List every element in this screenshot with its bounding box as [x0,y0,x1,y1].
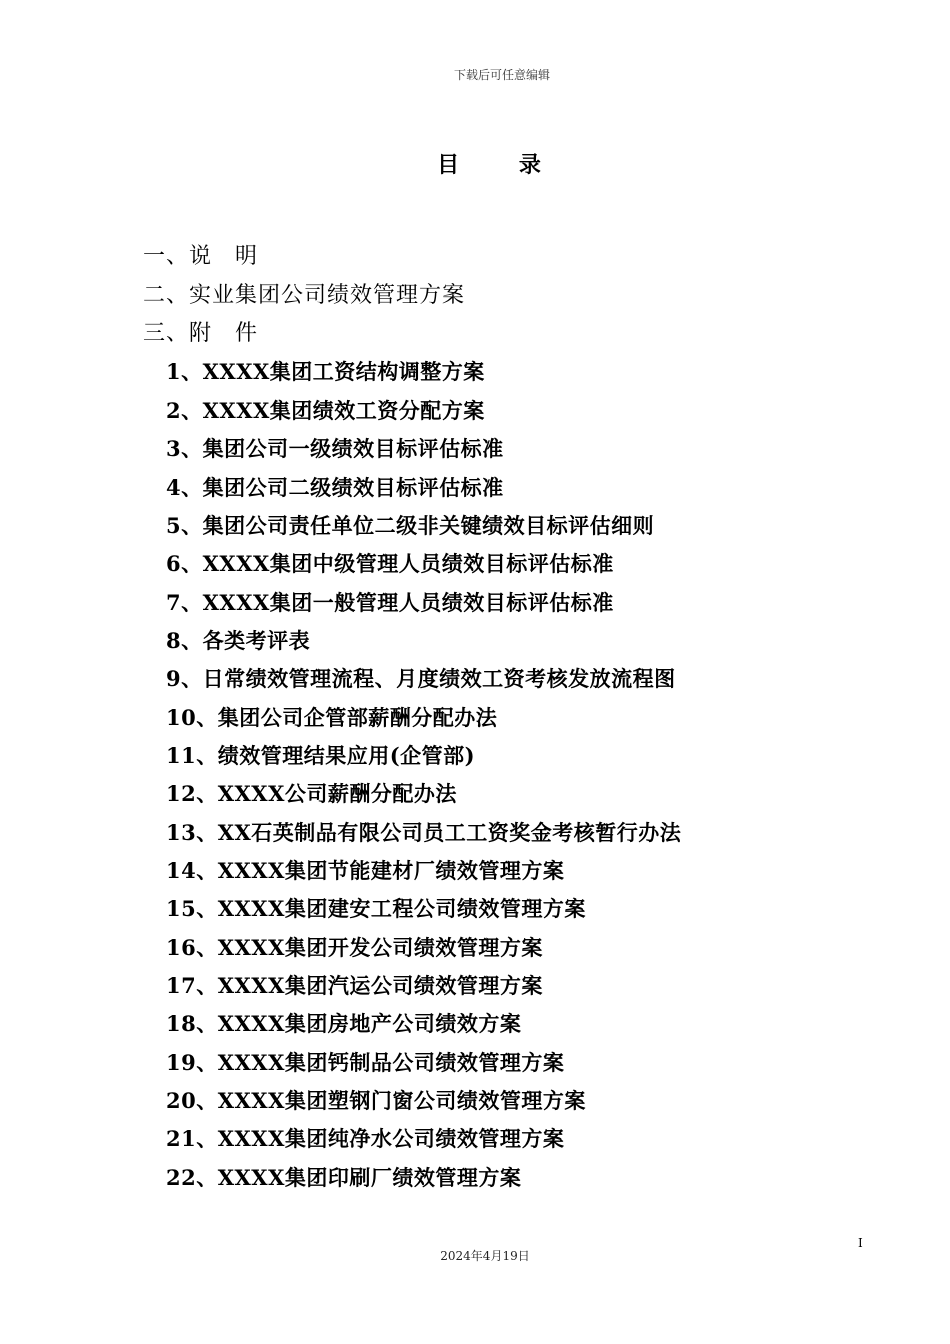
toc-item-20: 20、XXXX集团塑钢门窗公司绩效管理方案 [166,1088,586,1113]
toc-section-3: 三、附 件 [143,321,259,346]
page-header: 下载后可任意编辑 [453,68,550,82]
toc-item-4: 4、集团公司二级绩效目标评估标准 [166,475,504,500]
toc-item-1: 1、XXXX集团工资结构调整方案 [166,359,485,384]
toc-item-21: 21、XXXX集团纯净水公司绩效管理方案 [166,1126,565,1151]
toc-item-7: 7、XXXX集团一般管理人员绩效目标评估标准 [166,590,614,615]
page-title: 目 录 [437,152,567,178]
page-number-mark: I [858,1236,863,1250]
toc-item-14: 14、XXXX集团节能建材厂绩效管理方案 [166,858,565,883]
toc-item-12: 12、XXXX公司薪酬分配办法 [166,781,457,806]
toc-section-2: 二、实业集团公司绩效管理方案 [143,283,466,308]
toc-item-8: 8、各类考评表 [166,628,311,653]
toc-item-13: 13、XX石英制品有限公司员工工资奖金考核暂行办法 [166,820,682,845]
toc-item-17: 17、XXXX集团汽运公司绩效管理方案 [166,973,543,998]
page-footer-date: 2024年4月19日 [440,1249,530,1263]
toc-item-2: 2、XXXX集团绩效工资分配方案 [166,398,485,423]
toc-item-10: 10、集团公司企管部薪酬分配办法 [166,705,498,730]
toc-item-11: 11、绩效管理结果应用(企管部) [166,743,476,768]
toc-item-18: 18、XXXX集团房地产公司绩效方案 [166,1011,522,1036]
toc-item-15: 15、XXXX集团建安工程公司绩效管理方案 [166,896,586,921]
toc-item-19: 19、XXXX集团钙制品公司绩效管理方案 [166,1050,565,1075]
toc-section-1: 一、说 明 [143,244,259,269]
toc-item-16: 16、XXXX集团开发公司绩效管理方案 [166,935,543,960]
toc-item-3: 3、集团公司一级绩效目标评估标准 [166,436,504,461]
toc-item-5: 5、集团公司责任单位二级非关键绩效目标评估细则 [166,513,655,538]
toc-item-9: 9、日常绩效管理流程、月度绩效工资考核发放流程图 [166,666,676,691]
toc-item-22: 22、XXXX集团印刷厂绩效管理方案 [166,1165,522,1190]
toc-item-6: 6、XXXX集团中级管理人员绩效目标评估标准 [166,551,614,576]
